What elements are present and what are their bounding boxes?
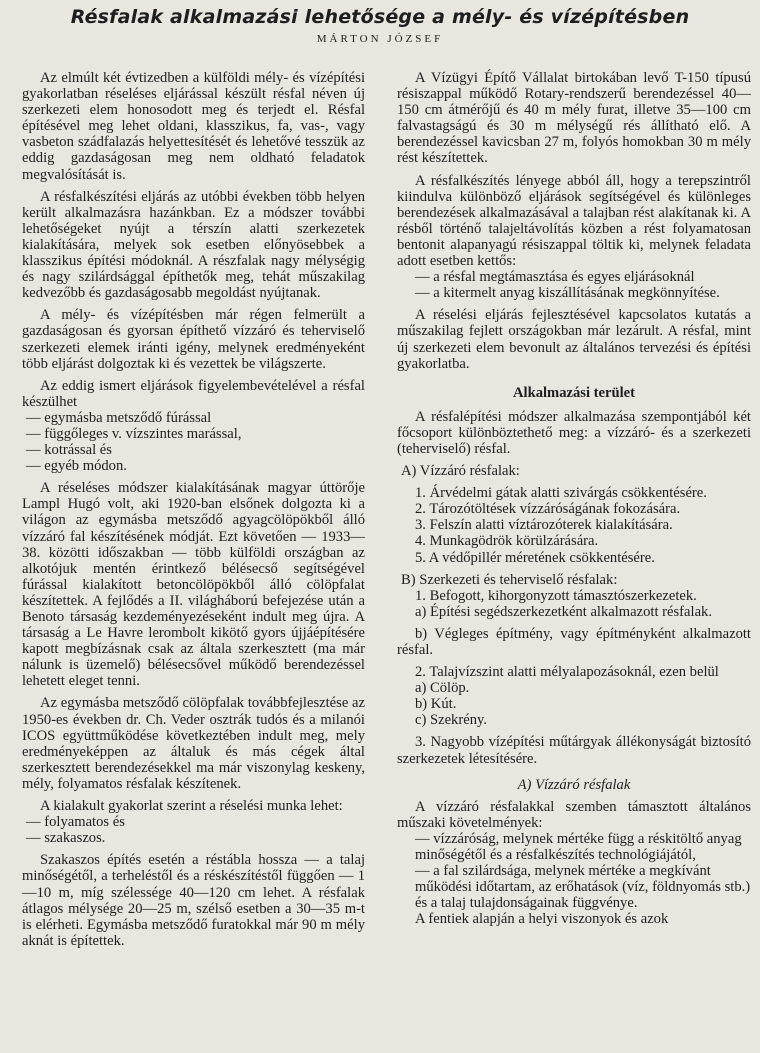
paragraph: A Vízügyi Építő Vállalat birtokában levő T-150 típusú résiszappal működő Rotary-rendszerű berendezéssel 40—150 cm átmérőjű és 40 m mély furat, illetve 35—100 cm falvastagságú és 30 m mélységű rés állítható elő. A berendezéssel kavicsban 27 m, folyós homokban 30 m mély rést készítettek. [397,70,751,167]
paragraph: a) Építési segédszerkezetként alkalmazott résfalak. [415,603,712,620]
paragraph: 2. Talajvízszint alatti mélyalapozásoknál, ezen belül [415,664,719,681]
paragraph: A mély- és vízépítésben már régen felmerült a gazdaságosan és gyorsan építhető vízzáró és teherviselő szerkezeti elemek iránti igény, melynek eredményeként több eljárást dolgoztak ki és vezettek be világszerte. [22,307,365,372]
author-name: MÁRTON JÓZSEF [316,33,444,45]
paragraph: A fentiek alapján a helyi viszonyok és azok [415,911,669,928]
paragraph: A résfalkészítési eljárás az utóbbi években több helyen került alkalmazásra hazánkban. Ez a módszer további lehetőségeket nyújt a térszín alatti szerkezetek kialakítására, melyek sok esetben előnyösebbek a klasszikus építési módoknál. A részfalak nagy mélységig és nagy szilárdsággal építhetők meg, tehát műszakilag kedvezőbb és gazdaságosabb megoldást nyújtanak. [22,188,365,302]
paragraph: — szakaszos. [26,830,106,847]
paragraph: — vízzáróság, melynek mértéke függ a réskitöltő anyag minőségétől és a résfalkészítés technológiájától, [415,830,742,864]
paragraph: A réselési eljárás fejlesztésével kapcsolatos kutatás a műszakilag fejlett országokban már lezárult. A résfal, mint új szerkezeti elem bevonult az általános tervezési és építési gyakorlatba. [397,307,751,372]
paragraph: A résfalkészítés lényege abból áll, hogy a terepszintről kiindulva különböző eljárások segítségével és különleges berendezések alkalmazásával a talajban rést alakítanak ki. A résből történő talajeltávolítás közben a rést folyamatosan bentonit alapanyagú résiszappal töltik ki, melynek feladata adott esetben kettős: [397,172,751,270]
paragraph: Az eddig ismert eljárások figyelembevételével a résfal készülhet [22,377,365,410]
article-title: Résfalak alkalmazási lehetősége a mély- és vízépítésben [70,6,690,28]
subsection-heading: A) Vízzáró résfalak [517,776,631,793]
paragraph: Szakaszos építés esetén a réstábla hossza — a talaj minőségétől, a terheléstől és a réskészítéstől függően — 1—10 m, míg szélessége 40—120 cm lehet. A résfalak átlagos mélysége 20—25 m, szélső esetben a 30—35 m-t is elérheti. Egymásba metsződő furatokkal már 90 m mély aknát is építettek. [22,852,365,949]
paragraph: c) Szekrény. [415,712,487,729]
paragraph: Az elmúlt két évtizedben a külföldi mély- és vízépítési gyakorlatban réseléses eljárással készült résfal néven új szerkezeti elem honosodott meg és terjedt el. Résfal építésével meg lehet oldani, klasszikus, fa, vas-, vagy vasbeton szádfalazás helyettesítését és lehetővé tesszük az eddig gazdaságosan meg nem oldható feladatok megvalósítását is. [22,70,365,183]
paragraph: — függőleges v. vízszintes marással, [26,425,242,442]
paragraph: 3. Felszín alatti víztározóterek kialakítására. [415,517,673,534]
paragraph: A réseléses módszer kialakításának magyar úttörője Lampl Hugó volt, aki 1920-ban elsőnek dolgozta ki a világon az egymásba metsződő agyagcölöpökből álló vízzáró fal készítésének módját. Ezt követően — 1933—38. közötti időszakban — több külföldi országban az alkotójuk mentén érintkező bélésecső segítségével fúrással kialakított betoncölöpökből álló cölöpfalat készítettek. A fejlődés a II. világháború befejezése után a Benoto társaság kezdeményezéseként indult meg újra. A társaság a Le Havre lerombolt kikötő gyors újjáépítésére kapott megbízásnak csak az általa szerkesztett (ma már nálunk is üzemelő) bélésecsővel működő berendezéssel lehetett eleget tenni. [22,480,365,690]
paragraph: A) Vízzáró résfalak: [401,463,520,480]
paragraph: b) Végleges építmény, vagy építményként alkalmazott résfal. [397,625,751,658]
section-heading: Alkalmazási terület [513,384,635,401]
paragraph: 3. Nagyobb vízépítési műtárgyak állékonyságát biztosító szerkezetek létesítésére. [397,734,751,767]
paragraph: — egyéb módon. [26,458,127,475]
paragraph: 5. A védőpillér méretének csökkentésére. [415,549,655,566]
paragraph: A kialakult gyakorlat szerint a réselési munka lehet: [40,798,343,815]
right-column [397,70,751,928]
paragraph: Az egymásba metsződő cölöpfalak továbbfejlesztése az 1950-es években dr. Ch. Veder osztrák tudós és a milanói ICOS együttműködése következtében indult meg, mely eredményeképpen az általuk és más cégek által szerkesztett berendezésekkel ma már viszonylag keskeny, mély, folyamatos résfalak készítenek. [22,695,365,792]
paragraph: A résfalépítési módszer alkalmazása szempontjából két főcsoport különböztethető meg: a vízzáró- és a szerkezeti (teherviselő) résfal. [397,408,751,457]
paragraph: a) Cölöp. [415,680,470,697]
left-column [22,70,365,949]
paragraph: 2. Tározótöltések vízzáróságának fokozására. [415,501,681,518]
paragraph: A vízzáró résfalakkal szemben támasztott általános műszaki követelmények: [397,798,751,831]
paragraph: — egymásba metsződő fúrással [26,409,212,426]
paragraph: 1. Árvédelmi gátak alatti szivárgás csökkentésére. [415,485,707,502]
paragraph: b) Kút. [415,696,457,713]
paragraph: 1. Befogott, kihorgonyzott támasztószerkezetek. [415,587,697,604]
paragraph: — a fal szilárdsága, melynek mértéke a megkívánt működési időtartam, az erőhatások (víz, földnyomás stb.) és a talaj tulajdonságainak függvénye. [415,863,751,912]
paragraph: — kotrással és [26,442,112,459]
paragraph: — folyamatos és [26,814,125,831]
paragraph: 4. Munkagödrök körülzárására. [415,533,599,550]
paragraph: — a résfal megtámasztása és egyes eljárásoknál [415,269,695,286]
paragraph: — a kitermelt anyag kiszállításának megkönnyítése. [415,285,720,302]
paragraph: B) Szerkezeti és teherviselő résfalak: [401,571,618,588]
